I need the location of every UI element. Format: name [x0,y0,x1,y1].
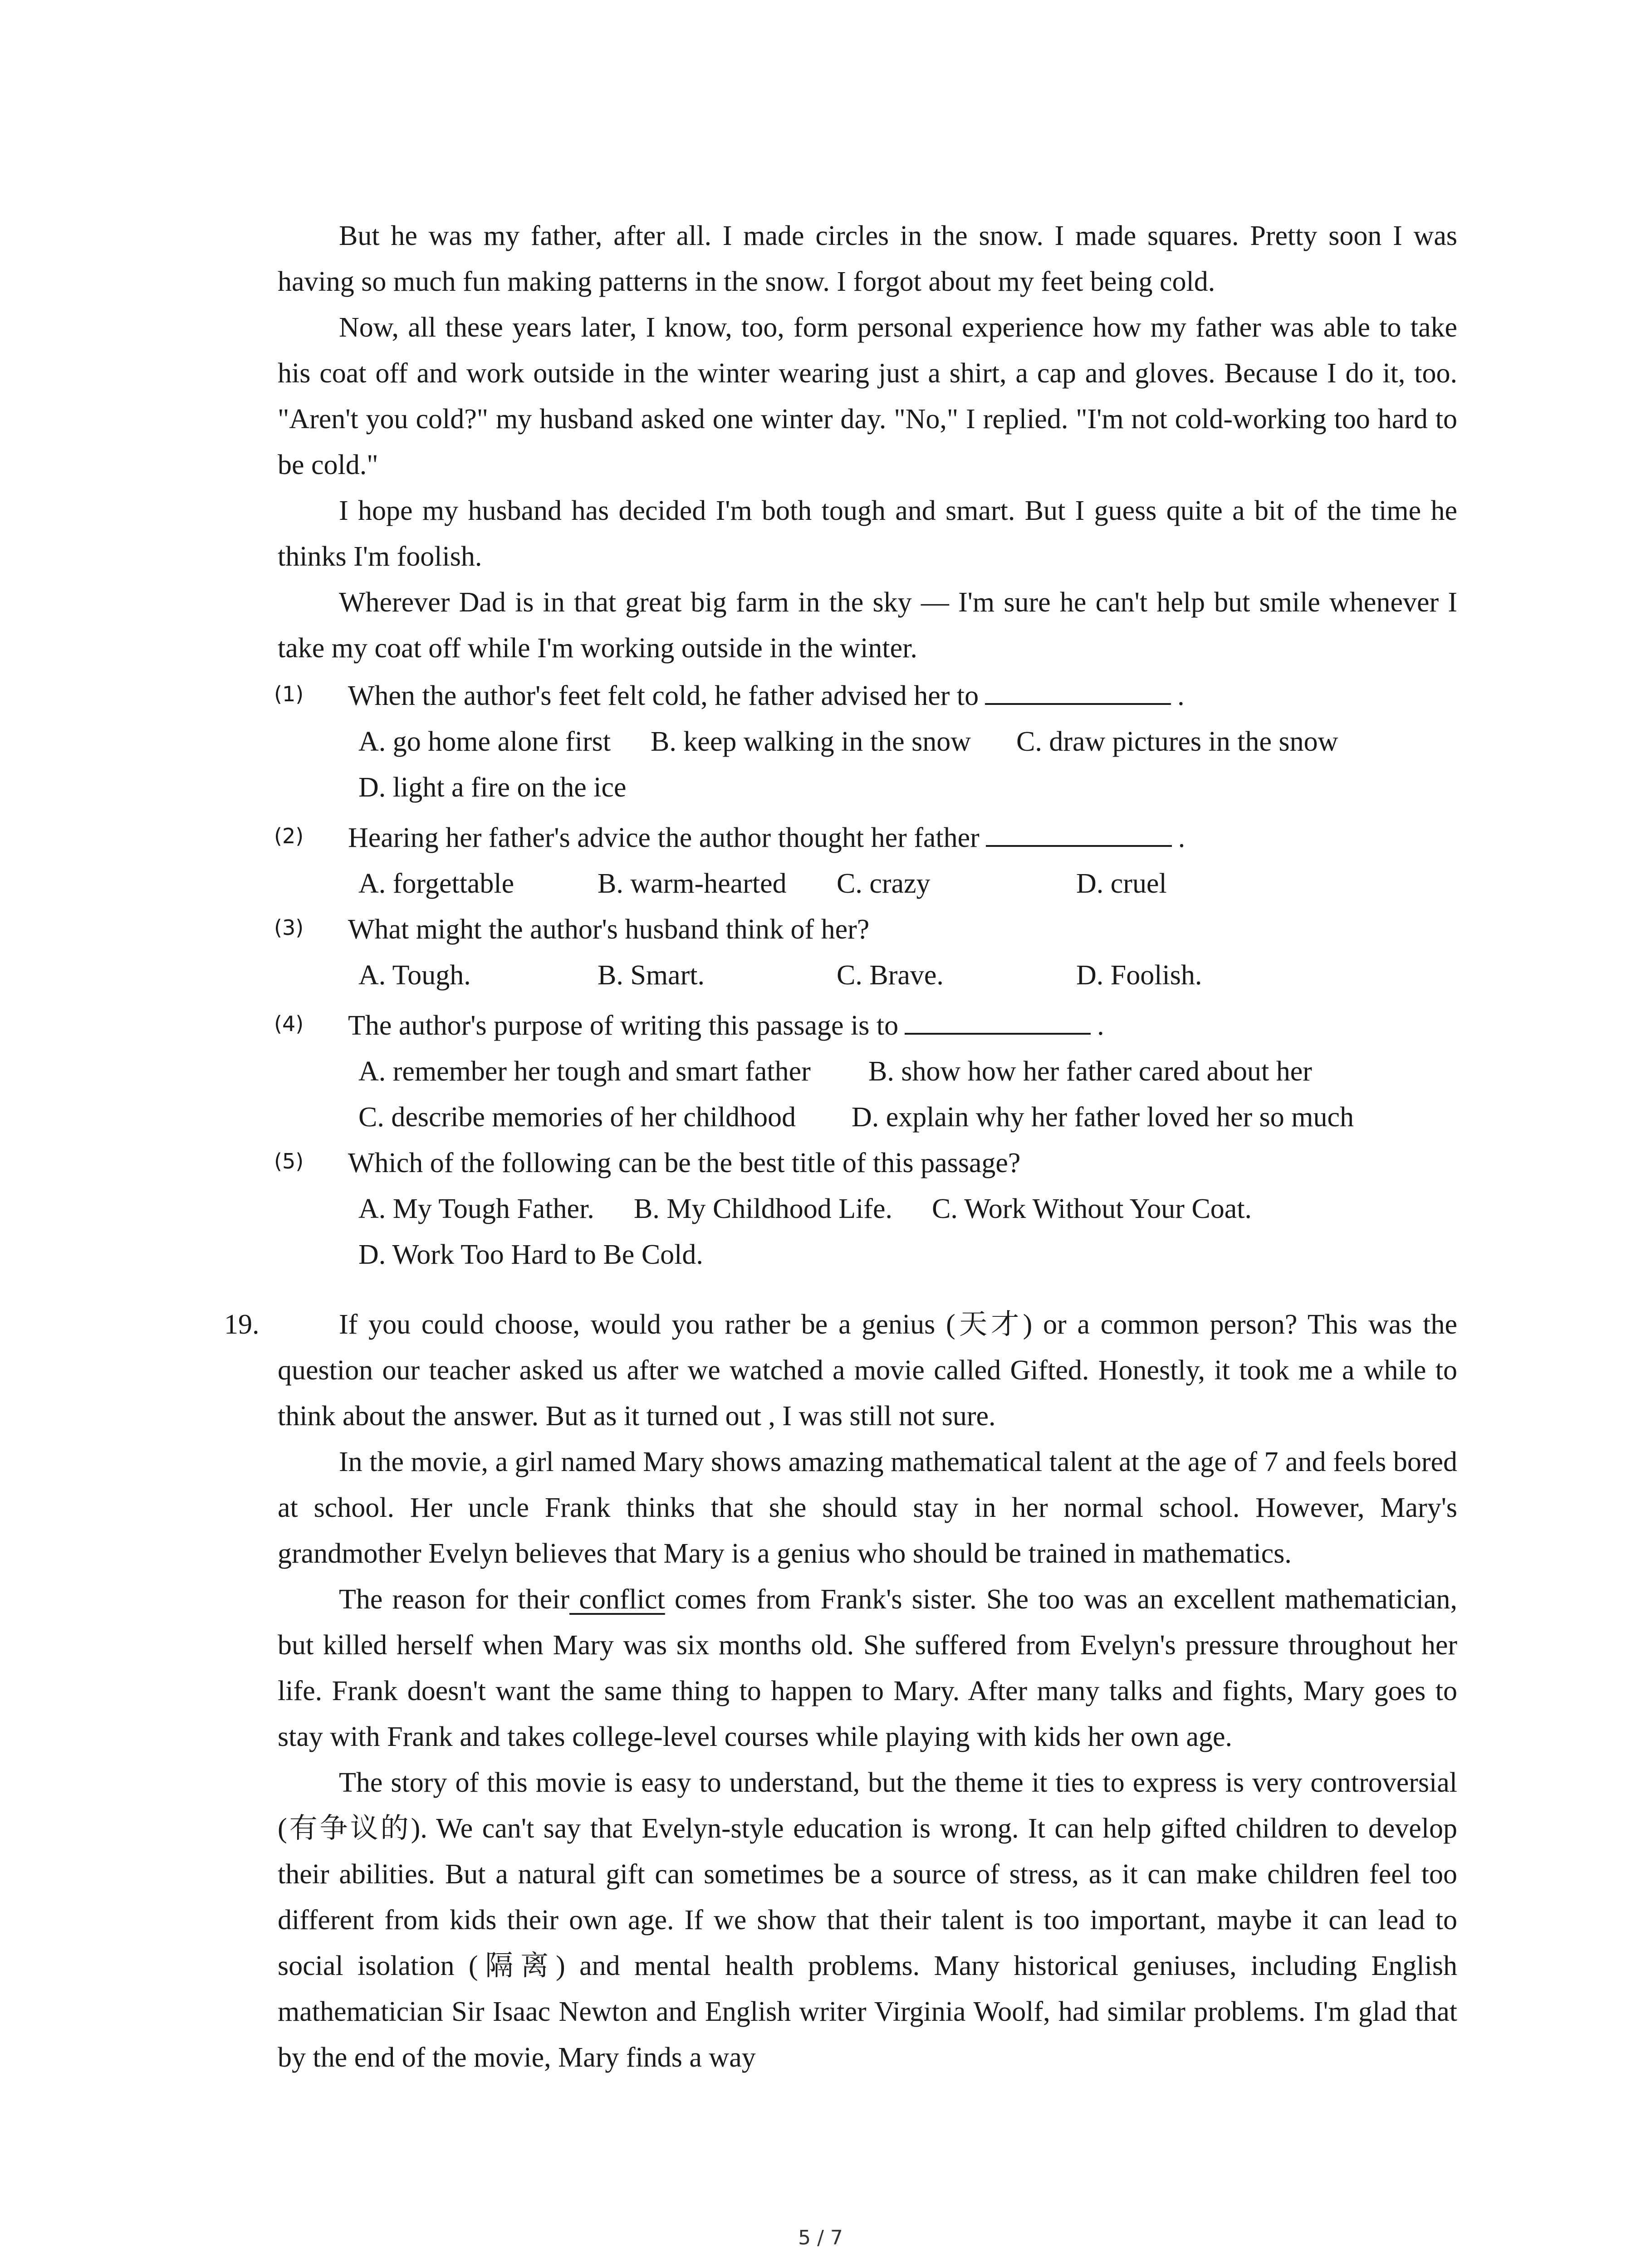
options-row [278,1095,1457,1140]
question-number: (4) [274,1012,304,1036]
question-number: (2) [274,824,304,848]
underlined-word: conflict [569,1584,665,1615]
option-d: D. explain why her father loved her so much [852,1102,1354,1133]
question-3 [274,907,1457,953]
options-row [278,1232,1457,1278]
options-row [278,1049,1457,1095]
paragraph: But he was my father, after all. I made circles in the snow. I made squares. Pretty soon I was having so much fun making patterns in the snow. I forgot about my feet being cold. [278,220,1457,297]
options-row [278,861,1457,907]
question-stem: Hearing her father's advice the author thought her father . [348,815,1185,861]
paragraph: If you could choose, would you rather be a genius (天才) or a common person? This was the question our teacher asked us after we watched a movie called Gifted. Honestly, it took me a while to think about the answer. But as it turned out , I was still not sure. [278,1309,1457,1432]
question-4 [274,1003,1457,1049]
answer-blank [986,818,1172,847]
passage-a [278,213,1457,671]
paragraph: The story of this movie is easy to understand, but the theme it ties to express is very controversial (有争议的). We can't say that Evelyn-style education is wrong. It can help gifted children to develop their abilities. But a natural gift can sometimes be a source of stress, as it can make children feel too different from kids their own age. If we show that their talent is too important, maybe it can lead to social isolation (隔离) and mental health problems. Many historical geniuses, including English mathematician Sir Isaac Newton and English writer Virginia Woolf, had similar problems. I'm glad that by the end of the movie, Mary finds a way [278,1767,1457,2073]
question-stem: What might the author's husband think of her? [348,914,870,945]
options-row [278,1186,1457,1232]
question-2 [274,815,1457,861]
question-number: (3) [274,915,304,940]
paragraph: I hope my husband has decided I'm both tough and smart. But I guess quite a bit of the time he thinks I'm foolish. [278,495,1457,572]
paragraph: Wherever Dad is in that great big farm in the sky — I'm sure he can't help but smile whenever I take my coat off while I'm working outside in the winter. [278,587,1457,664]
answer-blank [985,676,1171,705]
passage-19 [224,1302,1457,2081]
question-stem: When the author's feet felt cold, he father advised her to . [348,673,1185,719]
option-b: B. Smart. [598,960,705,991]
options-row [278,953,1457,998]
question-5 [274,1140,1457,1186]
option-a: A. go home alone first [358,726,611,757]
option-d: D. Foolish. [1076,960,1202,991]
option-c: C. draw pictures in the snow [1016,726,1338,757]
option-b: B. show how her father cared about her [868,1056,1312,1087]
option-a: A. Tough. [358,960,471,991]
option-a: A. My Tough Father. [358,1193,594,1224]
question-stem: Which of the following can be the best title of this passage? [348,1148,1021,1178]
option-d: D. cruel [1076,868,1167,899]
question-number: (1) [274,682,304,706]
option-a: A. remember her tough and smart father [358,1056,811,1087]
question-1 [274,673,1457,719]
option-b: B. keep walking in the snow [651,726,971,757]
answer-blank [905,1006,1091,1035]
option-c: C. Brave. [837,960,944,991]
page-indicator: 5 / 7 [798,2226,843,2249]
question-list [274,673,1457,1278]
paragraph: Now, all these years later, I know, too, form personal experience how my father was able to take his coat off and work outside in the winter wearing just a shirt, a cap and gloves. Because I do it, too. "Aren't you cold?" my husband asked one winter day. "No," I replied. "I'm not cold-working too hard to be cold." [278,312,1457,480]
option-d: D. Work Too Hard to Be Cold. [358,1239,703,1270]
option-c: C. describe memories of her childhood [358,1102,796,1133]
option-b: B. warm-hearted [598,868,787,899]
question-number: (5) [274,1149,304,1173]
option-b: B. My Childhood Life. [634,1193,893,1224]
option-d: D. light a fire on the ice [358,772,627,803]
option-c: C. Work Without Your Coat. [932,1193,1252,1224]
options-row [278,719,1457,765]
options-row [278,765,1457,811]
paragraph: In the movie, a girl named Mary shows amazing mathematical talent at the age of 7 and feels bored at school. Her uncle Frank thinks that she should stay in her normal school. However, Mary's grandmother Evelyn believes that Mary is a genius who should be trained in mathematics. [278,1447,1457,1569]
question-stem: The author's purpose of writing this passage is to . [348,1003,1104,1049]
paragraph: The reason for their conflict comes from Frank's sister. She too was an excellent mathematician, but killed herself when Mary was six months old. She suffered from Evelyn's pressure throughout her life. Frank doesn't want the same thing to happen to Mary. After many talks and fights, Mary goes to stay with Frank and takes college-level courses while playing with kids her own age. [278,1584,1457,1752]
option-c: C. crazy [837,868,931,899]
option-a: A. forgettable [358,868,514,899]
section-number: 19. [224,1309,260,1340]
